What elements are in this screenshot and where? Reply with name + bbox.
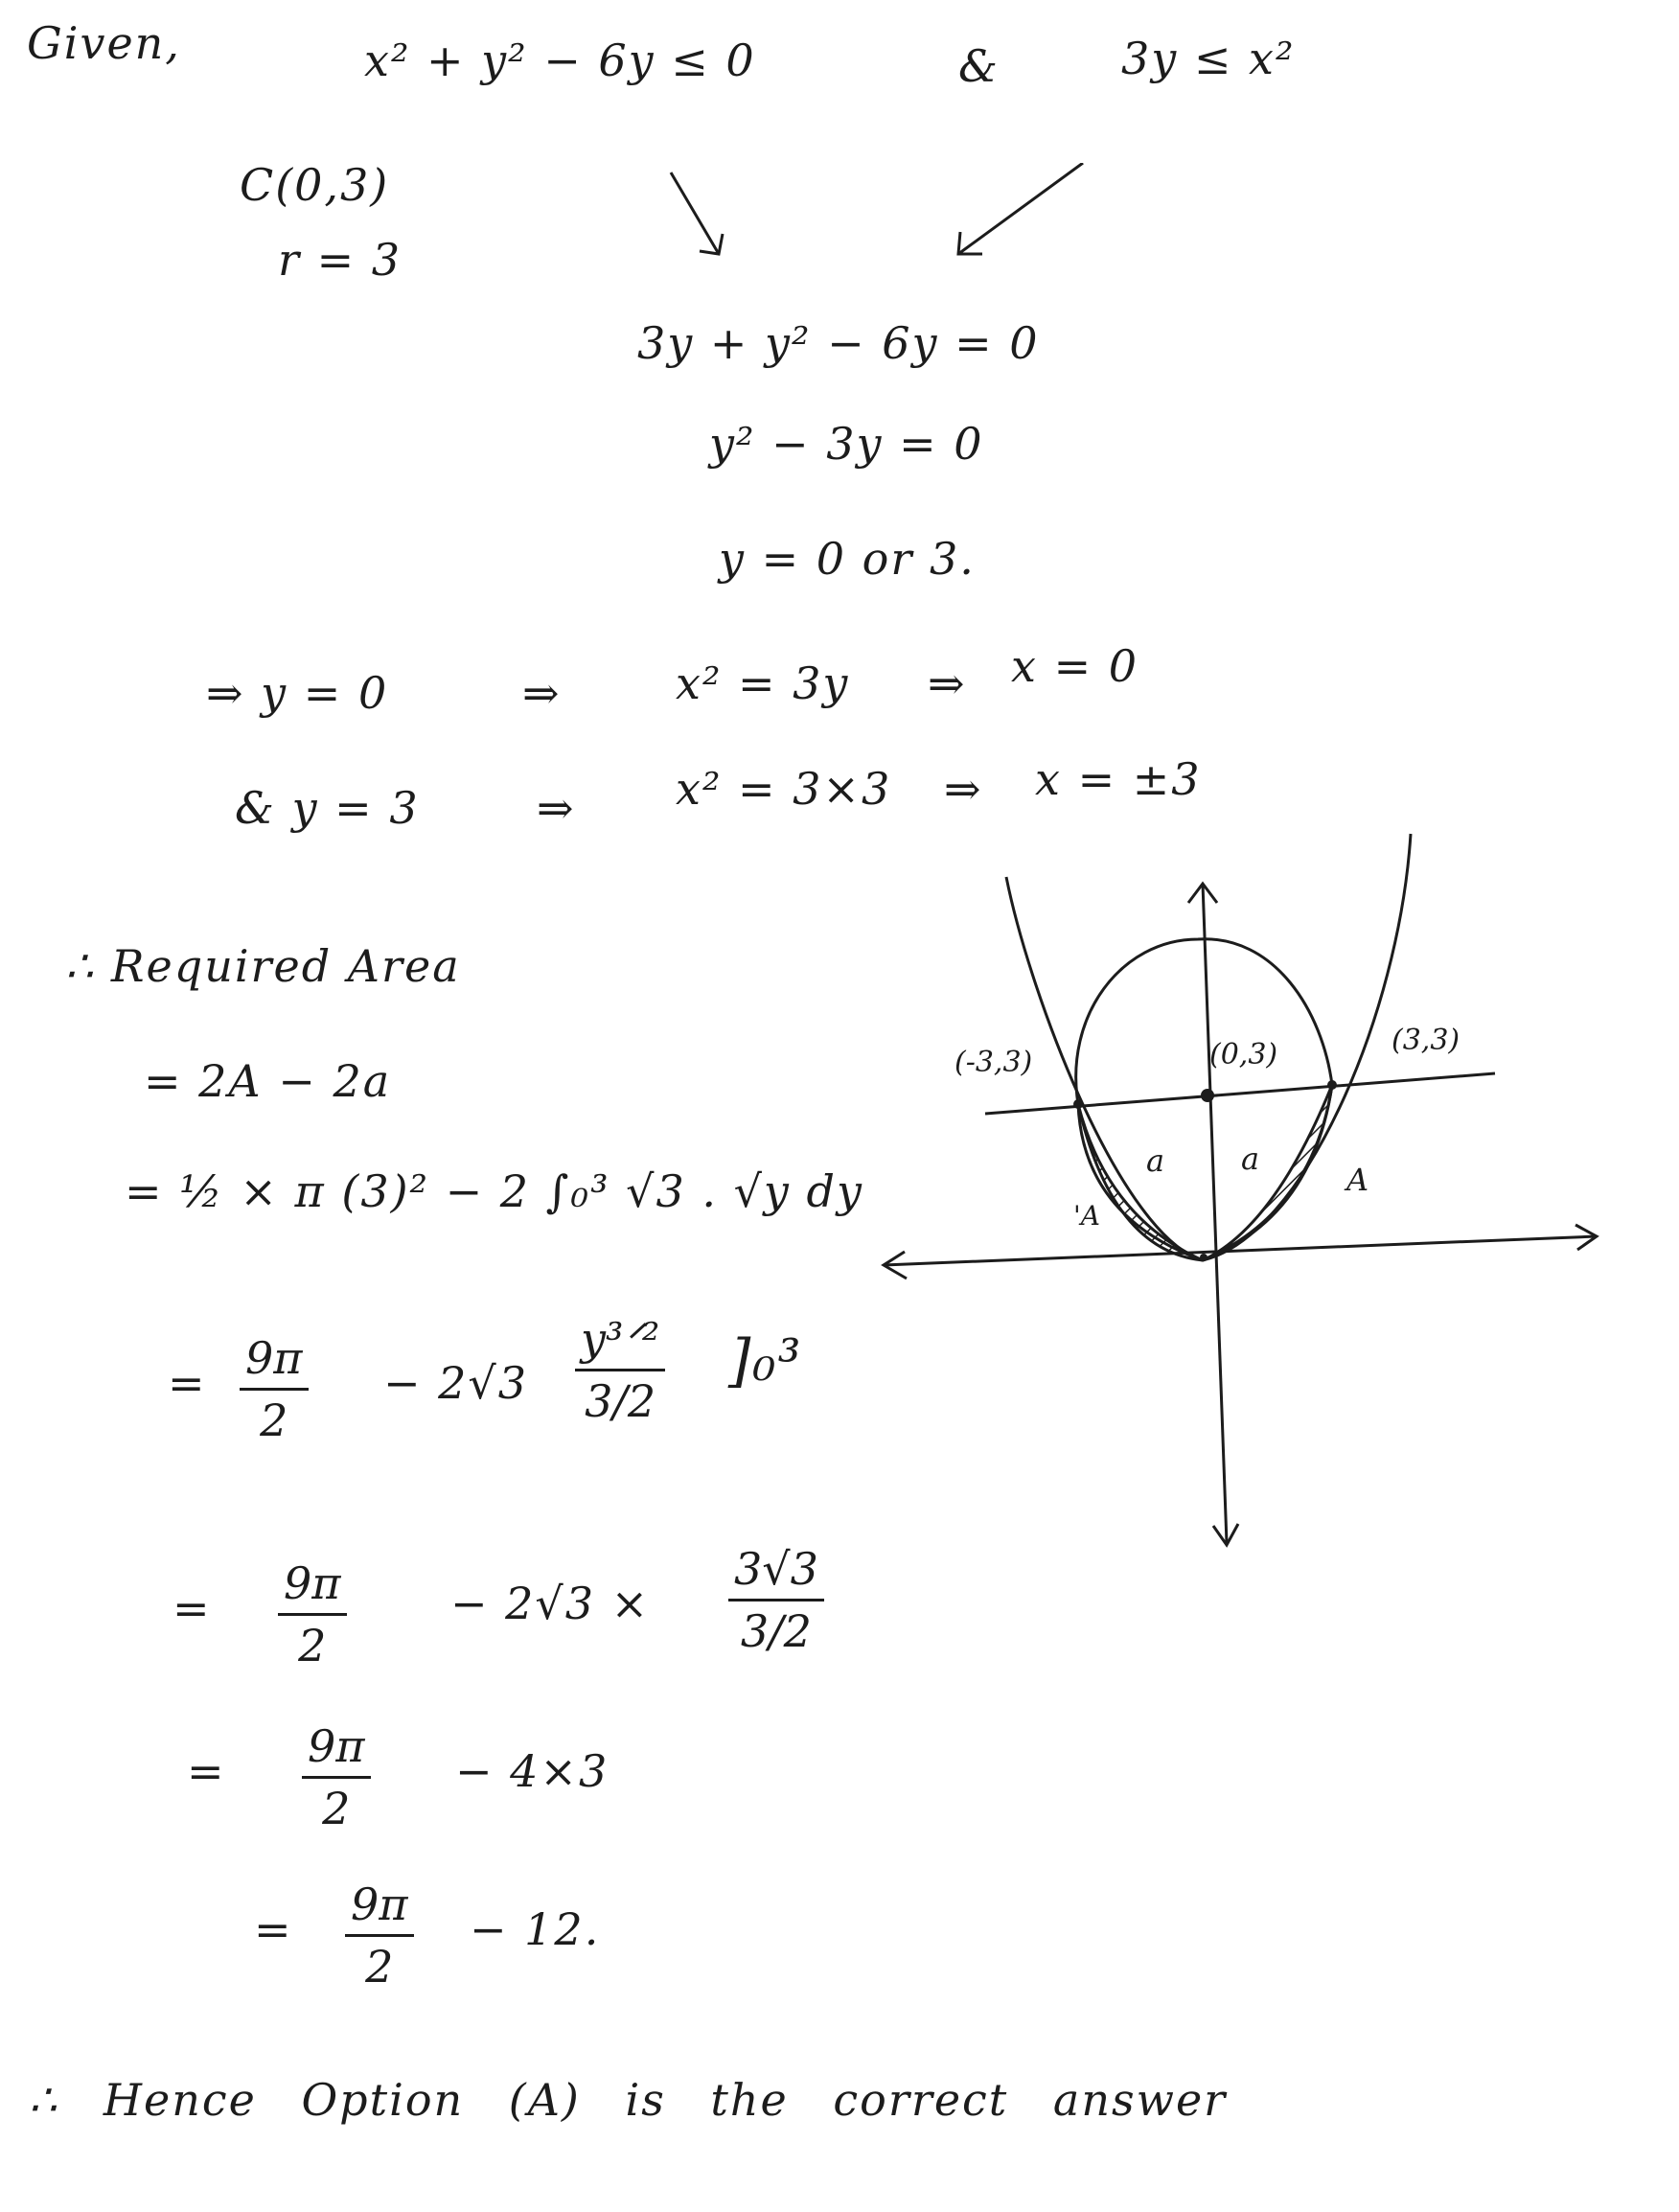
case-y3-equation: x² = 3×3 — [676, 763, 892, 815]
area-step-6-rest: − 12. — [470, 1903, 601, 1955]
label-point-left: (-3,3) — [954, 1046, 1033, 1079]
case-y3-arrow: ⇒ — [944, 763, 983, 815]
area-step-4-equals: = — [172, 1582, 212, 1634]
area-step-5-rest: − 4×3 — [455, 1745, 610, 1797]
denominator: 2 — [298, 1620, 327, 1671]
convergence-arrows — [652, 163, 1112, 268]
arrow-down-right-icon — [671, 173, 723, 254]
case-y3-result: x = ±3 — [1035, 753, 1202, 805]
denominator: 2 — [365, 1941, 394, 1993]
label-A-left: 'A — [1073, 1200, 1100, 1232]
area-step-2: = ½ × π (3)² − 2 ∫₀³ √3 . √y dy — [125, 1165, 863, 1217]
shaded-region-right — [1203, 1085, 1332, 1260]
point-center-icon — [1201, 1089, 1214, 1102]
circle-center: C(0,3) — [240, 159, 390, 211]
area-step-3-limits: ]₀³ — [728, 1327, 803, 1394]
point-right-icon — [1327, 1080, 1337, 1090]
label-A-right: A — [1346, 1162, 1369, 1198]
case-y3: & y = 3 — [235, 782, 420, 834]
denominator: 3/2 — [740, 1605, 812, 1657]
area-step-3-equals: = — [168, 1357, 207, 1409]
area-step-4-second-fraction — [728, 1543, 824, 1657]
numerator: 3√3 — [728, 1543, 824, 1601]
given-label: Given, — [27, 17, 181, 69]
point-origin-icon — [1200, 1254, 1208, 1261]
numerator: 9π — [278, 1557, 347, 1616]
point-left-icon — [1073, 1099, 1083, 1109]
area-heading: ∴ Required Area — [65, 940, 461, 992]
denominator: 2 — [260, 1394, 288, 1446]
label-a-left: a — [1146, 1142, 1165, 1179]
conclusion-text: ∴ Hence Option (A) is the correct answer — [29, 2074, 1228, 2126]
case-y0-equation: x² = 3y — [676, 657, 850, 709]
substitution-equation: 3y + y² − 6y = 0 — [637, 317, 1040, 369]
parabola-inequality: 3y ≤ x² — [1121, 33, 1296, 84]
numerator: y³ᐟ² — [575, 1313, 665, 1371]
area-step-3-integral-fraction — [575, 1313, 665, 1427]
line-y-equals-3 — [985, 1073, 1495, 1114]
circle-inequality: x² + y² − 6y ≤ 0 — [364, 35, 756, 86]
case-y0-implies: ⇒ — [522, 667, 562, 719]
and-symbol: & — [958, 40, 1000, 92]
region-graph — [862, 824, 1610, 1572]
area-step-6-fraction — [345, 1878, 414, 1993]
area-step-1: = 2A − 2a — [144, 1055, 392, 1107]
numerator: 9π — [302, 1720, 371, 1779]
area-step-4-middle: − 2√3 × — [450, 1578, 651, 1629]
y-axis — [1188, 884, 1238, 1545]
area-step-3-middle: − 2√3 — [383, 1357, 529, 1409]
numerator: 9π — [240, 1332, 309, 1391]
label-a-right: a — [1241, 1141, 1260, 1177]
case-y3-implies: ⇒ — [537, 782, 576, 834]
case-y0-arrow: ⇒ — [928, 657, 967, 709]
case-y0: ⇒ y = 0 — [206, 667, 389, 719]
circle-radius: r = 3 — [278, 234, 402, 286]
shaded-region-left — [1078, 1104, 1203, 1260]
y-solutions: y = 0 or 3. — [719, 533, 976, 585]
arrow-down-left-icon — [958, 163, 1083, 254]
area-step-5-equals: = — [187, 1745, 226, 1797]
case-y0-result: x = 0 — [1011, 640, 1138, 692]
area-step-3-fraction — [240, 1332, 309, 1446]
label-point-center: (0,3) — [1209, 1038, 1278, 1071]
area-step-5-fraction — [302, 1720, 371, 1834]
label-point-right: (3,3) — [1392, 1024, 1460, 1057]
area-step-6-equals: = — [254, 1903, 293, 1955]
numerator: 9π — [345, 1878, 414, 1937]
denominator: 3/2 — [585, 1375, 656, 1427]
denominator: 2 — [322, 1783, 351, 1834]
quadratic-equation: y² − 3y = 0 — [709, 418, 984, 470]
area-step-4-fraction — [278, 1557, 347, 1671]
